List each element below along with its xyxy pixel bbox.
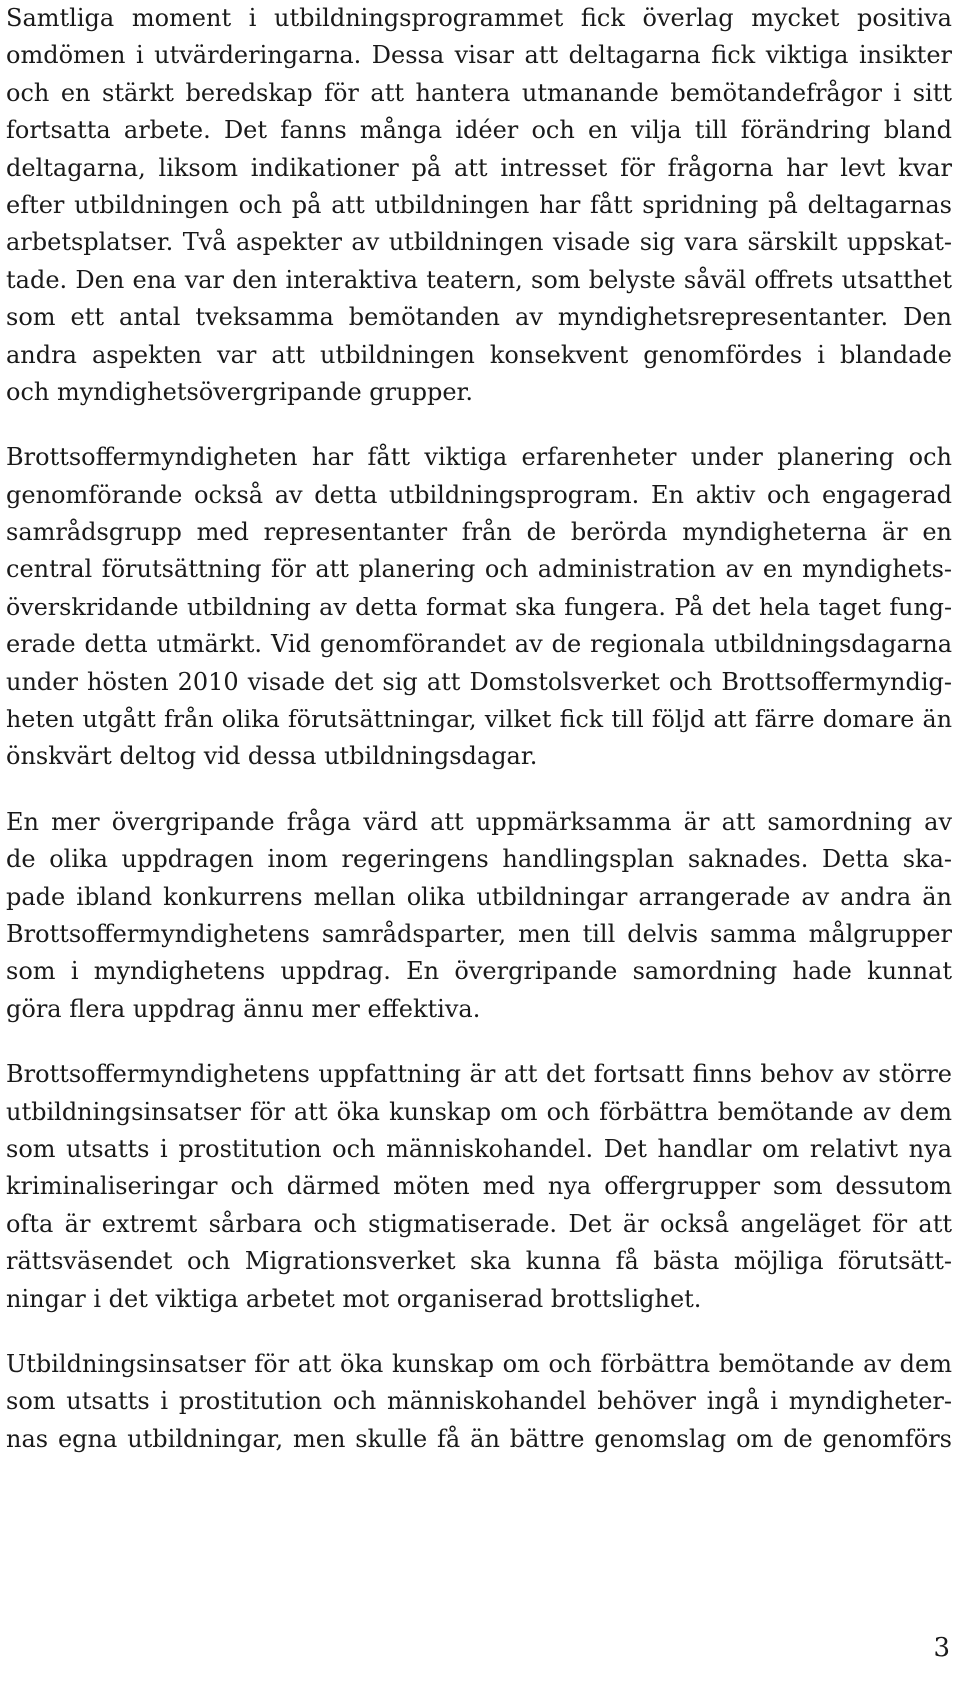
text-line: Brottsoffermyndigheten har fått viktiga erfarenheter under planering och xyxy=(6,443,952,472)
text-line: Brottsoffermyndighetens uppfattning är att det fortsatt finns behov av större xyxy=(6,1060,952,1089)
text-line: under hösten 2010 visade det sig att Domstolsverket och Brottsoffermyndig- xyxy=(6,667,952,696)
text-line: tade. Den ena var den interaktiva teatern, som belyste såväl offrets utsatthet xyxy=(6,265,952,294)
text-line: ningar i det viktiga arbetet mot organiserad brottslighet. xyxy=(6,1284,702,1313)
text-line: rättsväsendet och Migrationsverket ska kunna få bästa möjliga förutsätt- xyxy=(6,1247,952,1276)
text-line: efter utbildningen och på att utbildningen har fått spridning på deltagarnas xyxy=(6,190,952,219)
text-line: Samtliga moment i utbildningsprogrammet fick överlag mycket positiva xyxy=(6,4,952,32)
text-line: arbetsplatser. Två aspekter av utbildningen visade sig vara särskilt uppskat- xyxy=(6,228,952,257)
text-line: kriminaliseringar och därmed möten med nya offergrupper som dessutom xyxy=(6,1172,952,1201)
text-line: deltagarna, liksom indikationer på att intresset för frågorna har levt kvar xyxy=(6,153,952,182)
text-line: ofta är extremt sårbara och stigmatiserade. Det är också angeläget för att xyxy=(6,1209,952,1238)
text-line: heten utgått från olika förutsättningar, vilket fick till följd att färre domare än xyxy=(6,705,952,734)
paragraph-4 xyxy=(6,1056,952,1318)
text-line: som utsatts i prostitution och människohandel. Det handlar om relativt nya xyxy=(6,1134,952,1163)
text-line: göra flera uppdrag ännu mer effektiva. xyxy=(6,994,481,1023)
text-line: andra aspekten var att utbildningen konsekvent genomfördes i blandade xyxy=(6,340,952,369)
text-line: Brottsoffermyndighetens samrådsparter, men till delvis samma målgrupper xyxy=(6,919,952,948)
text-line: som ett antal tveksamma bemötanden av myndighetsrepresentanter. Den xyxy=(6,303,952,332)
page-number: 3 xyxy=(933,1633,950,1663)
text-line: som i myndighetens uppdrag. En övergripande samordning hade kunnat xyxy=(6,957,952,986)
paragraph-2 xyxy=(6,439,952,776)
text-line: fortsatta arbete. Det fanns många idéer och en vilja till förändring bland xyxy=(6,116,952,145)
text-line: och en stärkt beredskap för att hantera utmanande bemötandefrågor i sitt xyxy=(6,78,952,107)
paragraph-gap xyxy=(6,776,952,804)
paragraph-3 xyxy=(6,804,952,1028)
text-line: samrådsgrupp med representanter från de berörda myndigheterna är en xyxy=(6,518,952,547)
body-text xyxy=(6,0,952,1458)
text-line: överskridande utbildning av detta format ska fungera. På det hela taget fung- xyxy=(6,592,952,621)
text-line: genomförande också av detta utbildningsprogram. En aktiv och engagerad xyxy=(6,480,952,509)
paragraph-gap xyxy=(6,1028,952,1056)
text-line: central förutsättning för att planering och administration av en myndighets- xyxy=(6,555,952,584)
text-line: utbildningsinsatser för att öka kunskap om och förbättra bemötande av dem xyxy=(6,1097,952,1126)
text-line: Utbildningsinsatser för att öka kunskap om och förbättra bemötande av dem xyxy=(6,1349,952,1378)
text-line: omdömen i utvärderingarna. Dessa visar att deltagarna fick viktiga insikter xyxy=(6,41,952,70)
text-line: erade detta utmärkt. Vid genomförandet av de regionala utbildningsdagarna xyxy=(6,630,952,659)
text-line: och myndighetsövergripande grupper. xyxy=(6,377,473,406)
paragraph-5 xyxy=(6,1346,952,1458)
text-line: som utsatts i prostitution och människohandel behöver ingå i myndigheter- xyxy=(6,1387,952,1416)
text-line: önskvärt deltog vid dessa utbildningsdagar. xyxy=(6,742,538,771)
text-line: pade ibland konkurrens mellan olika utbildningar arrangerade av andra än xyxy=(6,882,952,911)
paragraph-gap xyxy=(6,1318,952,1346)
text-line: de olika uppdragen inom regeringens handlingsplan saknades. Detta ska- xyxy=(6,845,952,874)
paragraph-gap xyxy=(6,411,952,439)
text-line: En mer övergripande fråga värd att uppmärksamma är att samordning av xyxy=(6,807,952,836)
paragraph-1 xyxy=(6,0,952,411)
text-line: nas egna utbildningar, men skulle få än bättre genomslag om de genomförs xyxy=(6,1424,952,1453)
